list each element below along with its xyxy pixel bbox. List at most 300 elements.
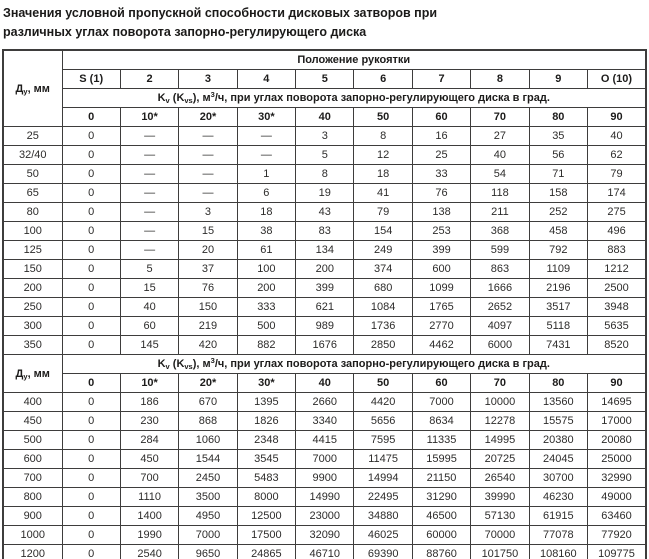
kv-value-cell: 12500 xyxy=(237,507,295,526)
kv-value-cell: 31290 xyxy=(412,488,470,507)
kv-value-cell: 17000 xyxy=(588,412,646,431)
kv-value-cell: 0 xyxy=(62,184,120,203)
kv-value-cell: 11335 xyxy=(412,431,470,450)
dn-header-suffix: , мм xyxy=(27,82,50,95)
handle-position-cell: S (1) xyxy=(62,70,120,89)
handle-position-cell: 9 xyxy=(529,70,587,89)
kv-value-cell: 8 xyxy=(296,165,354,184)
kv-value-cell: 3500 xyxy=(179,488,237,507)
kv-value-cell: 71 xyxy=(529,165,587,184)
table-body-section-2 xyxy=(3,393,646,559)
kv-value-cell: 1676 xyxy=(296,336,354,355)
kv-label-part: /ч, при углах поворота запорно-регулирующего диска в град. xyxy=(214,92,550,104)
angle-cell: 30* xyxy=(237,374,295,393)
kv-value-cell: 0 xyxy=(62,241,120,260)
title-line-1: Значения условной пропускной способности дисковых затворов при xyxy=(3,6,438,20)
kv-value-cell: 16 xyxy=(412,127,470,146)
kv-value-cell: 0 xyxy=(62,127,120,146)
kv-value-cell: 9900 xyxy=(296,469,354,488)
kv-value-cell: 56 xyxy=(529,146,587,165)
kv-value-cell: 3340 xyxy=(296,412,354,431)
title-line-2: различных углах поворота запорно-регулирующего диска xyxy=(3,25,367,39)
angle-cell: 80 xyxy=(529,108,587,127)
dn-header-suffix: , мм xyxy=(27,367,50,380)
kv-value-cell: 61 xyxy=(237,241,295,260)
kv-value-cell: 46710 xyxy=(296,545,354,559)
kv-value-cell: 60 xyxy=(120,317,178,336)
angle-cell: 70 xyxy=(471,108,529,127)
kv-value-cell: 34880 xyxy=(354,507,412,526)
kv-label-sub: v xyxy=(165,362,170,371)
kv-value-cell: 2652 xyxy=(471,298,529,317)
kv-value-cell: 15995 xyxy=(412,450,470,469)
handle-position-cell: 5 xyxy=(296,70,354,89)
kv-value-cell: 200 xyxy=(296,260,354,279)
kv-value-cell: 621 xyxy=(296,298,354,317)
kv-value-cell: 19 xyxy=(296,184,354,203)
kv-value-cell: 792 xyxy=(529,241,587,260)
kv-value-cell: 174 xyxy=(588,184,646,203)
kv-value-cell: 20080 xyxy=(588,431,646,450)
table-row xyxy=(3,165,646,184)
handle-position-cell: О (10) xyxy=(588,70,646,89)
dn-cell: 800 xyxy=(3,488,62,507)
handle-position-label: Положение рукоятки xyxy=(62,50,646,70)
kv-value-cell: 680 xyxy=(354,279,412,298)
kv-value-cell: 3545 xyxy=(237,450,295,469)
dn-cell: 1200 xyxy=(3,545,62,559)
table-row xyxy=(3,469,646,488)
angle-cell: 20* xyxy=(179,374,237,393)
kv-value-cell: 88760 xyxy=(412,545,470,559)
kv-value-cell: 1212 xyxy=(588,260,646,279)
kv-value-cell: — xyxy=(120,241,178,260)
header-row-angles-1 xyxy=(3,108,646,127)
kv-value-cell: — xyxy=(237,146,295,165)
kv-value-cell: 399 xyxy=(296,279,354,298)
kv-value-cell: 7000 xyxy=(296,450,354,469)
kv-value-cell: 40 xyxy=(588,127,646,146)
kv-value-cell: 4950 xyxy=(179,507,237,526)
kv-value-cell: 158 xyxy=(529,184,587,203)
kv-value-cell: 4462 xyxy=(412,336,470,355)
kv-value-cell: 22495 xyxy=(354,488,412,507)
kv-value-cell: 30700 xyxy=(529,469,587,488)
kv-value-cell: 20 xyxy=(179,241,237,260)
header-row-kv-label-1 xyxy=(3,89,646,108)
kv-value-cell: 2500 xyxy=(588,279,646,298)
kv-value-cell: 134 xyxy=(296,241,354,260)
kv-label-part: K xyxy=(157,358,166,370)
kv-value-cell: 40 xyxy=(120,298,178,317)
kv-value-cell: 35 xyxy=(529,127,587,146)
kv-value-cell: 8634 xyxy=(412,412,470,431)
angle-cell: 10* xyxy=(120,108,178,127)
kv-value-cell: 4420 xyxy=(354,393,412,412)
kv-value-cell: 868 xyxy=(179,412,237,431)
kv-value-cell: 863 xyxy=(471,260,529,279)
kv-value-cell: 1666 xyxy=(471,279,529,298)
table-row xyxy=(3,507,646,526)
kv-value-cell: 0 xyxy=(62,450,120,469)
header-row-angles-2 xyxy=(3,374,646,393)
handle-position-cell: 3 xyxy=(179,70,237,89)
kv-value-cell: 2450 xyxy=(179,469,237,488)
header-row-handle-positions xyxy=(3,70,646,89)
table-row xyxy=(3,431,646,450)
kv-value-cell: 230 xyxy=(120,412,178,431)
kv-label-part: (K xyxy=(169,92,185,104)
handle-position-cell: 7 xyxy=(412,70,470,89)
dn-cell: 250 xyxy=(3,298,62,317)
dn-cell: 700 xyxy=(3,469,62,488)
kv-label-part: /ч, при углах поворота запорно-регулирующего диска в град. xyxy=(214,358,550,370)
kv-value-cell: 18 xyxy=(237,203,295,222)
dn-cell: 32/40 xyxy=(3,146,62,165)
angle-cell: 60 xyxy=(412,374,470,393)
kv-value-cell: 219 xyxy=(179,317,237,336)
kv-value-cell: 1099 xyxy=(412,279,470,298)
kv-value-cell: 249 xyxy=(354,241,412,260)
kv-value-cell: 500 xyxy=(237,317,295,336)
kv-value-cell: 43 xyxy=(296,203,354,222)
kv-value-cell: — xyxy=(120,146,178,165)
kv-value-cell: 40 xyxy=(471,146,529,165)
kv-label-sub: vs xyxy=(184,362,193,371)
kv-value-cell: 600 xyxy=(412,260,470,279)
kv-value-cell: — xyxy=(179,127,237,146)
kv-value-cell: 150 xyxy=(179,298,237,317)
table-header-block-1 xyxy=(3,50,646,127)
kv-value-cell: 368 xyxy=(471,222,529,241)
kv-value-cell: — xyxy=(120,127,178,146)
kv-value-cell: 12278 xyxy=(471,412,529,431)
kv-value-cell: 26540 xyxy=(471,469,529,488)
kv-value-cell: 284 xyxy=(120,431,178,450)
kv-value-cell: 15575 xyxy=(529,412,587,431)
kv-label-part: (K xyxy=(169,358,185,370)
kv-value-cell: 76 xyxy=(179,279,237,298)
kv-value-cell: 450 xyxy=(120,450,178,469)
dn-cell: 65 xyxy=(3,184,62,203)
kv-value-cell: 2660 xyxy=(296,393,354,412)
dn-cell: 300 xyxy=(3,317,62,336)
kv-value-cell: 33 xyxy=(412,165,470,184)
kv-value-cell: 275 xyxy=(588,203,646,222)
kv-value-cell: 1395 xyxy=(237,393,295,412)
kv-value-cell: 200 xyxy=(237,279,295,298)
angle-cell: 20* xyxy=(179,108,237,127)
kv-value-cell: 0 xyxy=(62,203,120,222)
kv-value-cell: 15 xyxy=(179,222,237,241)
kv-value-cell: 5483 xyxy=(237,469,295,488)
kv-value-cell: 61915 xyxy=(529,507,587,526)
angle-cell: 70 xyxy=(471,374,529,393)
angle-cell: 30* xyxy=(237,108,295,127)
kv-value-cell: 2196 xyxy=(529,279,587,298)
kv-value-cell: 7595 xyxy=(354,431,412,450)
kv-value-cell: 14990 xyxy=(296,488,354,507)
angle-cell: 50 xyxy=(354,374,412,393)
kv-value-cell: — xyxy=(179,184,237,203)
kv-value-cell: 2850 xyxy=(354,336,412,355)
table-row xyxy=(3,241,646,260)
dn-cell: 450 xyxy=(3,412,62,431)
kv-value-cell: 0 xyxy=(62,222,120,241)
kv-value-cell: — xyxy=(120,184,178,203)
kv-value-cell: 0 xyxy=(62,260,120,279)
dn-header-main: Д xyxy=(15,82,24,95)
angle-cell: 0 xyxy=(62,374,120,393)
table-row xyxy=(3,279,646,298)
kv-value-cell: 41 xyxy=(354,184,412,203)
kv-value-cell: 63460 xyxy=(588,507,646,526)
kv-value-cell: 109775 xyxy=(588,545,646,559)
kv-value-cell: 138 xyxy=(412,203,470,222)
kv-value-cell: 1109 xyxy=(529,260,587,279)
angle-cell: 60 xyxy=(412,108,470,127)
kv-value-cell: 211 xyxy=(471,203,529,222)
table-row xyxy=(3,412,646,431)
kv-value-cell: 5635 xyxy=(588,317,646,336)
kv-value-cell: 13560 xyxy=(529,393,587,412)
kv-value-cell: 7000 xyxy=(179,526,237,545)
kv-value-cell: 24045 xyxy=(529,450,587,469)
table-row xyxy=(3,260,646,279)
kv-value-cell: 1765 xyxy=(412,298,470,317)
kv-label-sub: vs xyxy=(184,96,193,105)
kv-value-cell: 7000 xyxy=(412,393,470,412)
kv-value-cell: 118 xyxy=(471,184,529,203)
kv-value-cell: 458 xyxy=(529,222,587,241)
kv-value-cell: 15 xyxy=(120,279,178,298)
kv-value-cell: 0 xyxy=(62,146,120,165)
angle-cell: 10* xyxy=(120,374,178,393)
kv-value-cell: 8520 xyxy=(588,336,646,355)
kv-label-sup: 3 xyxy=(210,90,215,99)
table-row xyxy=(3,526,646,545)
kv-value-cell: 0 xyxy=(62,431,120,450)
kv-value-cell: 989 xyxy=(296,317,354,336)
handle-position-cell: 8 xyxy=(471,70,529,89)
kv-value-cell: 39990 xyxy=(471,488,529,507)
table-row xyxy=(3,146,646,165)
kv-value-cell: 0 xyxy=(62,526,120,545)
kv-value-cell: 60000 xyxy=(412,526,470,545)
kv-value-cell: 4097 xyxy=(471,317,529,336)
angle-cell: 90 xyxy=(588,374,646,393)
kv-value-cell: 1 xyxy=(237,165,295,184)
kv-value-cell: 1826 xyxy=(237,412,295,431)
kv-value-cell: 10000 xyxy=(471,393,529,412)
kv-value-cell: 11475 xyxy=(354,450,412,469)
kv-value-cell: 5118 xyxy=(529,317,587,336)
kv-value-cell: 76 xyxy=(412,184,470,203)
kv-value-cell: 0 xyxy=(62,336,120,355)
table-row xyxy=(3,450,646,469)
kv-value-cell: 25000 xyxy=(588,450,646,469)
kv-value-cell: 2348 xyxy=(237,431,295,450)
kv-label-part: ), м xyxy=(192,92,211,104)
dn-header-sub: у xyxy=(23,86,28,96)
kv-value-cell: 12 xyxy=(354,146,412,165)
kv-value-cell: 46025 xyxy=(354,526,412,545)
kv-value-cell: 3 xyxy=(179,203,237,222)
dn-header-sub: у xyxy=(23,371,28,381)
kv-value-cell: 83 xyxy=(296,222,354,241)
kv-value-cell: 1060 xyxy=(179,431,237,450)
table-row xyxy=(3,298,646,317)
angle-cell: 0 xyxy=(62,108,120,127)
kv-value-cell: 77078 xyxy=(529,526,587,545)
kv-value-cell: 69390 xyxy=(354,545,412,559)
kv-value-cell: 24865 xyxy=(237,545,295,559)
table-title xyxy=(3,4,647,42)
kv-value-cell: 17500 xyxy=(237,526,295,545)
table-row xyxy=(3,222,646,241)
kv-value-cell: 14995 xyxy=(471,431,529,450)
kv-value-cell: 6000 xyxy=(471,336,529,355)
kv-value-cell: — xyxy=(237,127,295,146)
dn-cell: 900 xyxy=(3,507,62,526)
kv-value-cell: 108160 xyxy=(529,545,587,559)
table-body-section-1 xyxy=(3,127,646,355)
kv-value-cell: 100 xyxy=(237,260,295,279)
kv-value-cell: 32090 xyxy=(296,526,354,545)
kv-value-cell: 1110 xyxy=(120,488,178,507)
kv-value-cell: — xyxy=(179,146,237,165)
kv-label-sup: 3 xyxy=(210,356,215,365)
dn-cell: 25 xyxy=(3,127,62,146)
kv-value-cell: 62 xyxy=(588,146,646,165)
dn-cell: 400 xyxy=(3,393,62,412)
dn-column-header xyxy=(3,50,62,127)
kv-value-cell: 0 xyxy=(62,488,120,507)
kv-value-cell: 1084 xyxy=(354,298,412,317)
handle-position-cell: 2 xyxy=(120,70,178,89)
kv-value-cell: 21150 xyxy=(412,469,470,488)
kv-value-cell: 399 xyxy=(412,241,470,260)
kv-value-cell: 700 xyxy=(120,469,178,488)
kv-value-cell: 333 xyxy=(237,298,295,317)
kv-value-cell: 14994 xyxy=(354,469,412,488)
kv-value-cell: 599 xyxy=(471,241,529,260)
kv-value-cell: 79 xyxy=(354,203,412,222)
kv-value-cell: — xyxy=(120,165,178,184)
table-row xyxy=(3,336,646,355)
kv-value-cell: 0 xyxy=(62,317,120,336)
kv-value-cell: 0 xyxy=(62,507,120,526)
table-row xyxy=(3,393,646,412)
kv-value-cell: 2540 xyxy=(120,545,178,559)
angle-cell: 40 xyxy=(296,108,354,127)
kv-value-cell: 70000 xyxy=(471,526,529,545)
kv-value-cell: 20725 xyxy=(471,450,529,469)
kv-value-cell: 2770 xyxy=(412,317,470,336)
dn-cell: 1000 xyxy=(3,526,62,545)
kv-value-cell: 5656 xyxy=(354,412,412,431)
kv-value-cell: 46500 xyxy=(412,507,470,526)
header-row-position-label xyxy=(3,50,646,70)
kv-value-cell: — xyxy=(120,203,178,222)
kv-value-cell: 5 xyxy=(296,146,354,165)
kv-units-label-2 xyxy=(62,355,646,374)
dn-cell: 200 xyxy=(3,279,62,298)
table-row xyxy=(3,317,646,336)
kv-value-cell: 670 xyxy=(179,393,237,412)
kv-value-cell: 23000 xyxy=(296,507,354,526)
dn-cell: 150 xyxy=(3,260,62,279)
handle-position-cell: 4 xyxy=(237,70,295,89)
kv-label-part: ), м xyxy=(192,358,211,370)
kv-value-cell: 0 xyxy=(62,393,120,412)
angle-cell: 80 xyxy=(529,374,587,393)
kv-value-cell: 0 xyxy=(62,165,120,184)
kv-value-cell: 25 xyxy=(412,146,470,165)
kv-value-cell: 3 xyxy=(296,127,354,146)
kv-value-cell: 253 xyxy=(412,222,470,241)
dn-cell: 600 xyxy=(3,450,62,469)
kv-value-cell: 0 xyxy=(62,545,120,559)
kv-value-cell: 252 xyxy=(529,203,587,222)
kv-value-cell: 77920 xyxy=(588,526,646,545)
kv-capacity-table xyxy=(2,49,647,559)
kv-value-cell: — xyxy=(179,165,237,184)
kv-value-cell: 8 xyxy=(354,127,412,146)
kv-value-cell: 18 xyxy=(354,165,412,184)
angle-cell: 50 xyxy=(354,108,412,127)
kv-value-cell: 420 xyxy=(179,336,237,355)
kv-value-cell: 1400 xyxy=(120,507,178,526)
kv-value-cell: 32990 xyxy=(588,469,646,488)
kv-label-part: K xyxy=(157,92,166,104)
dn-cell: 80 xyxy=(3,203,62,222)
kv-label-sub: v xyxy=(165,96,170,105)
kv-value-cell: 27 xyxy=(471,127,529,146)
kv-value-cell: 9650 xyxy=(179,545,237,559)
dn-header-main: Д xyxy=(15,367,24,380)
kv-value-cell: 0 xyxy=(62,279,120,298)
header-row-kv-label-2 xyxy=(3,355,646,374)
kv-value-cell: 145 xyxy=(120,336,178,355)
table-row xyxy=(3,184,646,203)
dn-cell: 125 xyxy=(3,241,62,260)
kv-value-cell: 0 xyxy=(62,412,120,431)
kv-value-cell: 49000 xyxy=(588,488,646,507)
table-row xyxy=(3,127,646,146)
kv-value-cell: 7431 xyxy=(529,336,587,355)
kv-units-label xyxy=(62,89,646,108)
kv-value-cell: 0 xyxy=(62,298,120,317)
kv-value-cell: 186 xyxy=(120,393,178,412)
kv-value-cell: 4415 xyxy=(296,431,354,450)
kv-value-cell: 101750 xyxy=(471,545,529,559)
dn-cell: 50 xyxy=(3,165,62,184)
kv-value-cell: 46230 xyxy=(529,488,587,507)
table-header-block-2 xyxy=(3,355,646,393)
kv-value-cell: 374 xyxy=(354,260,412,279)
kv-value-cell: 883 xyxy=(588,241,646,260)
kv-value-cell: 3517 xyxy=(529,298,587,317)
dn-cell: 500 xyxy=(3,431,62,450)
kv-value-cell: 1736 xyxy=(354,317,412,336)
kv-value-cell: 38 xyxy=(237,222,295,241)
kv-value-cell: — xyxy=(120,222,178,241)
kv-value-cell: 57130 xyxy=(471,507,529,526)
table-row xyxy=(3,545,646,559)
kv-value-cell: 54 xyxy=(471,165,529,184)
angle-cell: 90 xyxy=(588,108,646,127)
